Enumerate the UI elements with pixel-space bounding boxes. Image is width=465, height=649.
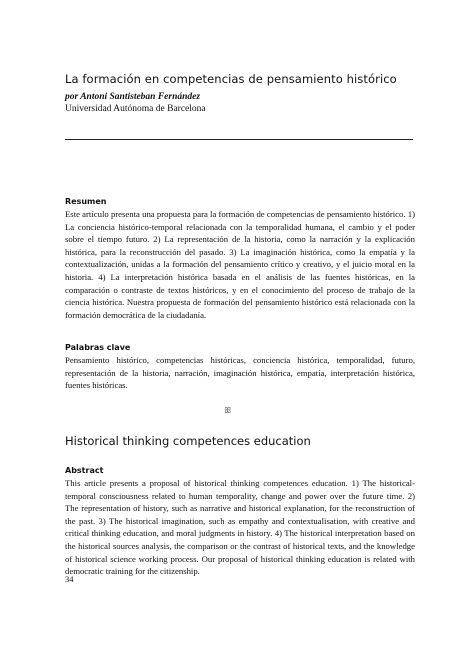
resumen-heading: Resumen — [65, 197, 107, 206]
resumen-text: Este artículo presenta una propuesta para la formación de competencias de pensamiento histórico. 1) La conciencia histórico-temporal relacionada con la temporalidad humana, el cambio y el poder sobre el tiempo futuro. 2) La representación de la historia, como la narración y la explicación histórica, para la reconstrucción del pasado. 3) La imaginación histórica, como la empatía y la contextualización, unidas a la formación del pensamiento crítico y creativo, y el juicio moral en la historia. 4) La interpretación histórica basada en el análisis de las fuentes históricas, en la comparación o contraste de textos históricos, y en el conocimiento del proceso de trabajo de la ciencia histórica. Nuestra propuesta de formación del pensamiento histórico está relacionada con la formación democrática de la ciudadanía. — [65, 209, 415, 320]
palabras-clave-text: Pensamiento histórico, competencias históricas, conciencia histórica, temporalidad, futuro, representación de la historia, narración, imaginación histórica, empatía, interpretación histórica, fuentes históricas. — [65, 355, 415, 391]
article-title-en: Historical thinking competences education — [65, 434, 311, 448]
header-rule — [65, 139, 413, 140]
section-divider-ornament: ꕥ — [224, 406, 232, 415]
palabras-clave-heading: Palabras clave — [65, 343, 131, 352]
author-byline: por Antoni Santisteban Fernández — [65, 92, 201, 102]
article-title-es: La formación en competencias de pensamiento histórico — [65, 72, 397, 86]
abstract-heading: Abstract — [65, 466, 104, 475]
abstract-text: This article presents a proposal of historical thinking competences education. 1) The historical-temporal consciousness related to human temporality, change and power over the future time. 2) The representation of history, such as narrative and historical explanation, for the reconstruction of the past. 3) The historical imagination, such as empathy and contextualisation, with creative and critical thinking education, and moral judgments in history. 4) The historical interpretation based on the historical sources analysis, the comparison or the contrast of historical texts, and the knowledge of historical science working process. Our proposal of historical thinking education is related with democratic training for the citizenship. — [65, 478, 415, 577]
page-number: 34 — [65, 574, 74, 584]
author-affiliation: Universidad Autónoma de Barcelona — [65, 104, 206, 114]
